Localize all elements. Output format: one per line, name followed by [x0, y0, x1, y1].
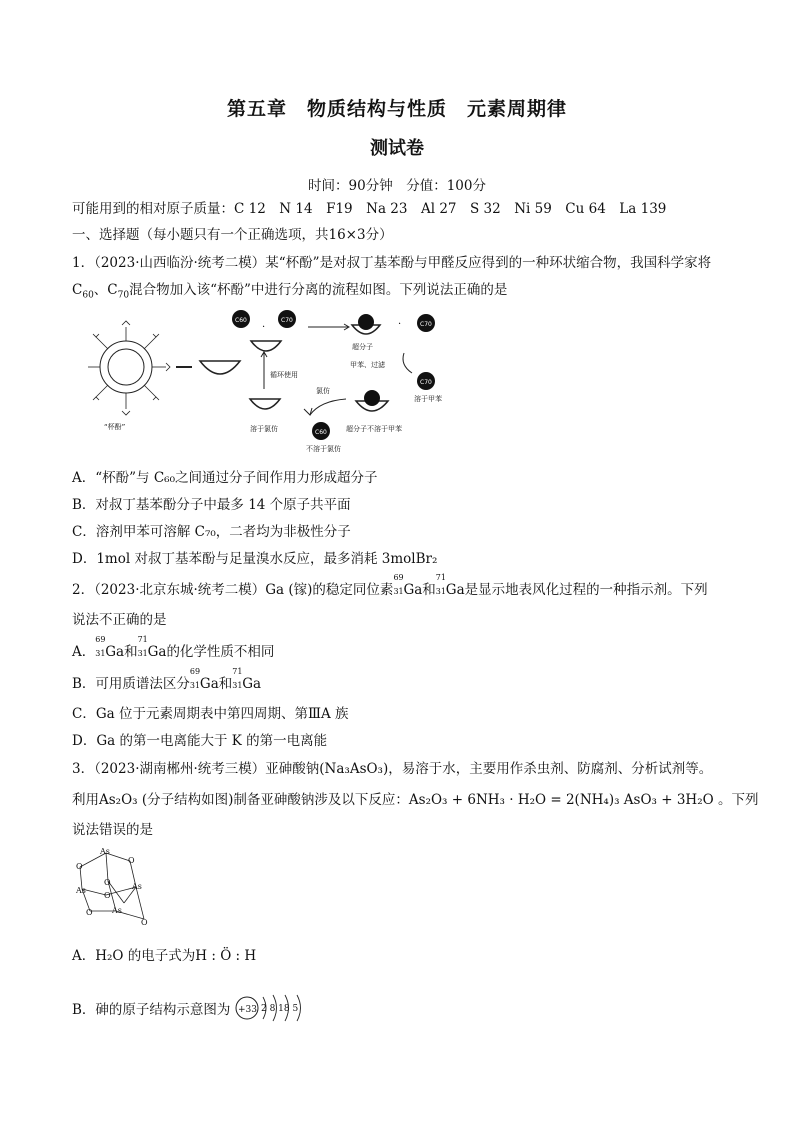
svg-text:C70: C70: [281, 317, 293, 324]
svg-text:O: O: [86, 908, 93, 917]
q3-option-b: B．砷的原子结构示意图为 +33 2 8 18 5: [72, 993, 315, 1023]
q3-stem-line1: 3．（2023·湖南郴州·统考三模）亚砷酸钠(Na₃AsO₃)，易溶于水，主要用作杀虫剂、防腐剂、分析试剂等。: [72, 761, 713, 777]
svg-text:超分子不溶于甲苯: 超分子不溶于甲苯: [346, 425, 402, 433]
svg-text:溶于氯仿: 溶于氯仿: [250, 425, 278, 433]
q3-option-a: A．H₂O 的电子式为H : Ö : H: [72, 948, 257, 964]
svg-text:As: As: [132, 882, 142, 891]
svg-text:O: O: [104, 891, 111, 900]
q1-option-a: A．“杯酚”与 C₆₀之间通过分子间作用力形成超分子: [72, 470, 378, 486]
svg-text:As: As: [100, 847, 110, 856]
q3-stem-line2: 利用As₂O₃ (分子结构如图)制备亚砷酸钠涉及以下反应：As₂O₃ + 6NH₃ · H₂O = 2(NH₄)₃ AsO₃ + 3H₂O 。下列: [72, 792, 759, 808]
q2-option-c: C．Ga 位于元素周期表中第四周期、第ⅢA 族: [72, 706, 349, 722]
calix-label: “杯酚”: [104, 423, 126, 431]
svg-text:·: ·: [262, 322, 266, 333]
calixarene-molecule: [88, 321, 170, 415]
svg-text:As: As: [112, 906, 122, 915]
svg-text:C60: C60: [315, 429, 327, 436]
q1-option-d: D．1mol 对叔丁基苯酚与足量溴水反应，最多消耗 3molBr₂: [72, 551, 438, 567]
arsenic-atomic-structure-diagram: [235, 993, 315, 1023]
svg-text:O: O: [141, 918, 148, 927]
q2-stem-line2: 说法不正确的是: [72, 612, 167, 628]
bowl-3: [250, 399, 280, 409]
svg-text:+33: +33: [237, 1005, 257, 1015]
supramolecule-c60: [358, 314, 374, 330]
q1-stem-line1: 1．（2023·山西临汾·统考二模）某“杯酚”是对叔丁基苯酚与甲醛反应得到的一种环状缩合物，我国科学家将: [72, 255, 712, 271]
svg-text:循环使用: 循环使用: [270, 371, 298, 379]
svg-text:O: O: [128, 856, 135, 865]
svg-text:As: As: [76, 886, 86, 895]
svg-text:甲苯、过滤: 甲苯、过滤: [350, 361, 385, 369]
q2-stem-line1: 2．（2023·北京东城·统考二模）Ga (镓)的稳定同位素 69 31 Ga和 71 31 Ga是显示地表风化过程的一种指示剂。下列: [72, 573, 708, 598]
q2-option-a: A． 69 31 Ga和 71 31 Ga的化学性质不相同: [72, 635, 275, 660]
svg-text:C60: C60: [235, 317, 247, 324]
bowl-1: [200, 361, 240, 374]
svg-text:C70: C70: [420, 321, 432, 328]
q1-option-c: C．溶剂甲苯可溶解 C₇₀，二者均为非极性分子: [72, 524, 351, 540]
svg-text:溶于甲苯: 溶于甲苯: [414, 395, 442, 403]
svg-text:超分子: 超分子: [352, 343, 373, 351]
calixarene-separation-figure: [88, 305, 468, 455]
svg-text:C70: C70: [420, 379, 432, 386]
svg-text:O: O: [104, 878, 111, 887]
svg-text:氯仿: 氯仿: [316, 387, 330, 395]
as4o6-structure-diagram: [66, 845, 156, 933]
svg-text:不溶于氯仿: 不溶于氯仿: [306, 445, 341, 453]
q1-option-b: B．对叔丁基苯酚分子中最多 14 个原子共平面: [72, 497, 351, 513]
q3-stem-line3: 说法错误的是: [72, 822, 153, 838]
q1-stem-line2: $C_{60}$、$C_{70}$混合物加入该“杯酚”中进行分离的流程如图。下列说法正确的是: [72, 282, 508, 301]
svg-text:O: O: [76, 862, 83, 871]
page-subtitle: 测试卷: [370, 138, 424, 159]
section-heading: 一、选择题（每小题只有一个正确选项，共16×3分）: [72, 227, 393, 243]
atomic-masses: 可能用到的相对原子质量：C 12 N 14 F19 Na 23 Al 27 S 32 Ni 59 Cu 64 La 139: [72, 201, 667, 217]
bowl-2: [251, 341, 281, 351]
page-title: 第五章 物质结构与性质 元素周期律: [226, 98, 567, 120]
svg-text:·: ·: [398, 319, 402, 330]
exam-info: 时间：90分钟 分值：100分: [308, 178, 486, 194]
q2-option-b: B．可用质谱法区分 69 31 Ga和 71 31 Ga: [72, 667, 262, 692]
q2-option-d: D．Ga 的第一电离能大于 K 的第一电离能: [72, 733, 328, 749]
svg-text:2 8 18 5: 2 8 18 5: [260, 1004, 298, 1014]
